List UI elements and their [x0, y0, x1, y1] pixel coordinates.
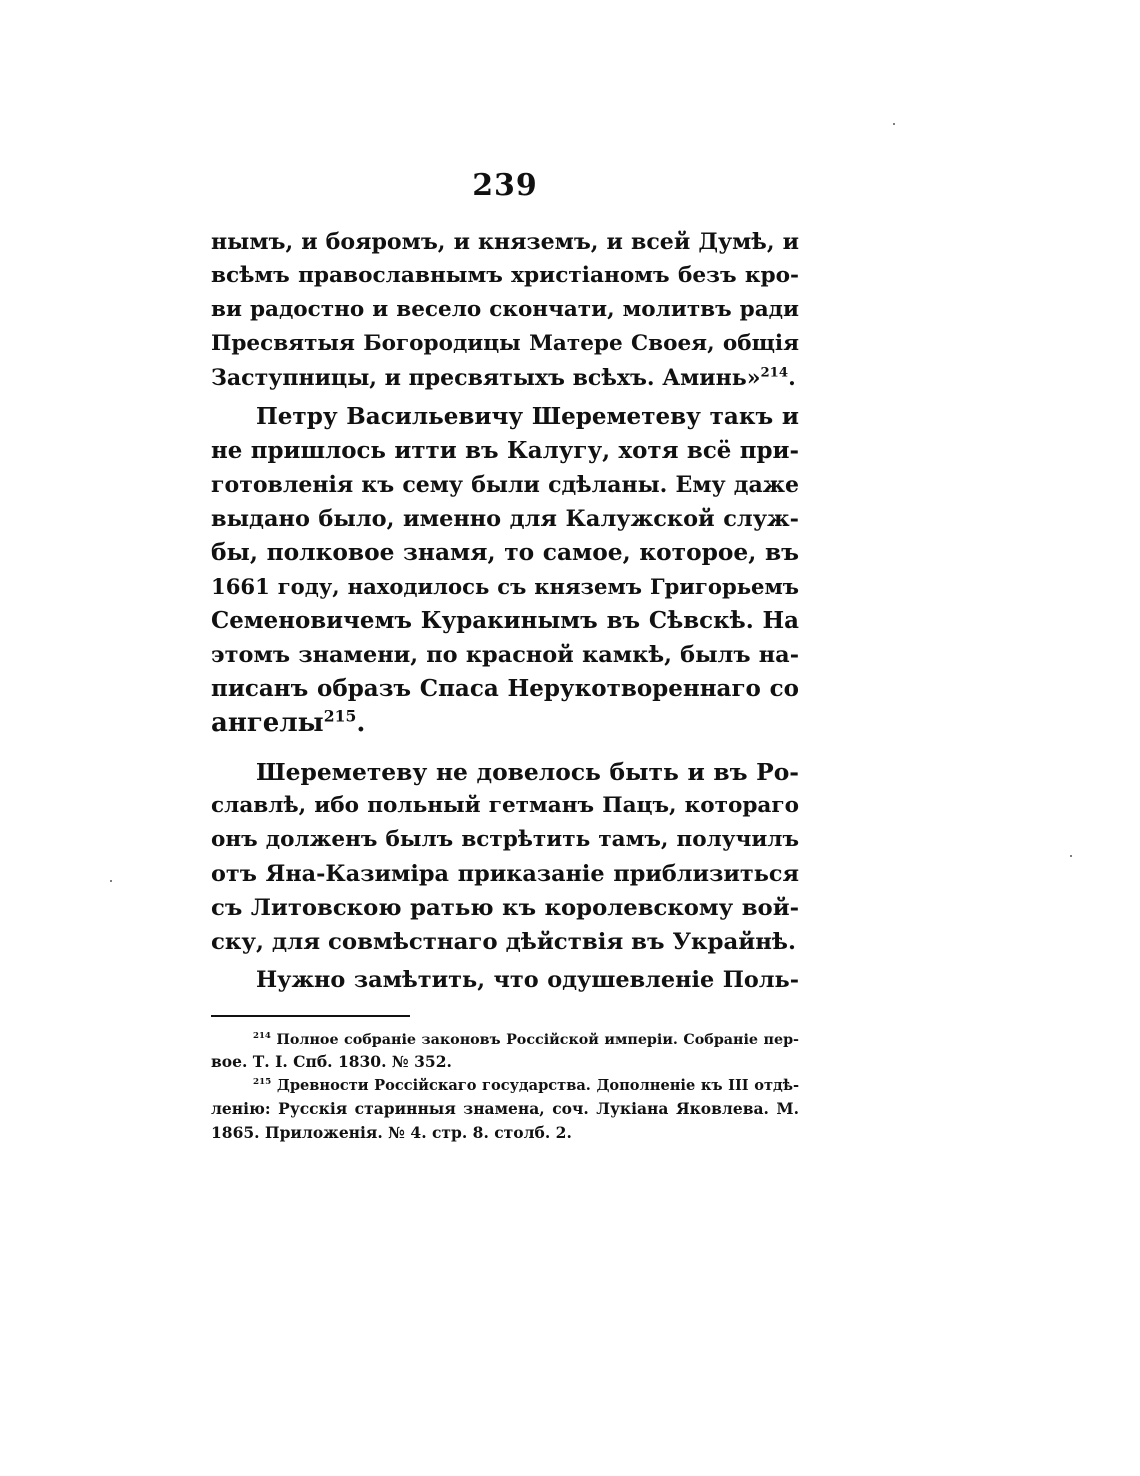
footnote-divider	[211, 1015, 410, 1017]
footnote-line	[211, 1049, 799, 1075]
text-line-content: съ Литовскою ратью къ королевскому вой-	[211, 895, 799, 921]
text-line-content: ангелы	[211, 708, 324, 738]
text-line-content: 1661 году, находилось съ княземъ Григорьемъ	[211, 574, 799, 599]
footnote-ref: 215	[323, 706, 357, 726]
text-line-content: этомъ знамени, по красной камкѣ, былъ на-	[211, 642, 799, 668]
footnote-ref: 214	[760, 365, 789, 381]
footnote-text: ленію: Русскія старинныя знамена, соч. Лукіана Яковлева. М.	[211, 1099, 799, 1118]
text-line-content: отъ Яна-Казиміра приказаніе приблизиться	[211, 861, 799, 887]
scan-speck	[110, 880, 112, 882]
text-line-content: бы, полковое знамя, то самое, которое, въ	[211, 539, 799, 566]
text-line	[211, 703, 799, 743]
text-line-content: Петру Васильевичу Шереметеву такъ и	[256, 403, 799, 430]
text-line-content: готовленія къ сему были сдѣланы. Ему даже	[211, 472, 799, 498]
text-line-end: .	[788, 365, 796, 391]
text-line-content: ви радостно и весело скончати, молитвъ ради	[211, 297, 799, 322]
text-line-content: нымъ, и бояромъ, и княземъ, и всей Думѣ, и	[211, 229, 799, 255]
footnote-marker: 214	[253, 1031, 271, 1042]
text-line	[211, 358, 799, 398]
text-line-content: Нужно замѣтить, что одушевленіе Поль-	[256, 967, 799, 993]
text-line-content: не пришлось итти въ Калугу, хотя всё при-	[211, 437, 799, 464]
scan-speck	[1070, 855, 1072, 857]
footnote-text: Древности Россійскаго государства. Дополненіе къ III отдѣ-	[276, 1077, 799, 1094]
text-line-content: онъ долженъ былъ встрѣтить тамъ, получилъ	[211, 827, 799, 852]
footnote-text: 1865. Приложенія. № 4. стр. 8. столб. 2.	[211, 1123, 572, 1142]
footnote-line	[211, 1120, 799, 1146]
text-line-content: выдано было, именно для Калужской служ-	[211, 506, 799, 532]
text-line	[211, 922, 799, 962]
text-line-content: Заступницы, и пресвятыхъ всѣхъ. Аминь»	[211, 365, 761, 391]
page-number: 239	[472, 168, 538, 203]
text-line-content: писанъ образъ Спаса Нерукотвореннаго со	[211, 675, 799, 702]
text-line-content: Семеновичемъ Куракинымъ въ Сѣвскѣ. На	[211, 607, 799, 634]
text-line-content: всѣмъ православнымъ христіаномъ безъ кро-	[211, 263, 799, 288]
footnote-text: Полное собраніе законовъ Россійской имперіи. Собраніе пер-	[276, 1032, 799, 1048]
scan-speck	[893, 123, 895, 125]
text-line-content: славлѣ, ибо польный гетманъ Пацъ, котораго	[211, 793, 799, 818]
footnote-text: вое. Т. І. Спб. 1830. № 352.	[211, 1052, 452, 1071]
footnote-line	[211, 1096, 799, 1122]
text-line-end: .	[356, 708, 366, 738]
text-line-content: ску, для совмѣстнаго дѣйствія въ Украйнѣ.	[211, 929, 796, 955]
text-line	[256, 960, 799, 1000]
text-line-content: Пресвятыя Богородицы Матере Своея, общія	[211, 331, 799, 356]
text-line-content: Шереметеву не довелось быть и въ Ро-	[256, 758, 799, 786]
footnote-marker: 215	[253, 1077, 272, 1088]
